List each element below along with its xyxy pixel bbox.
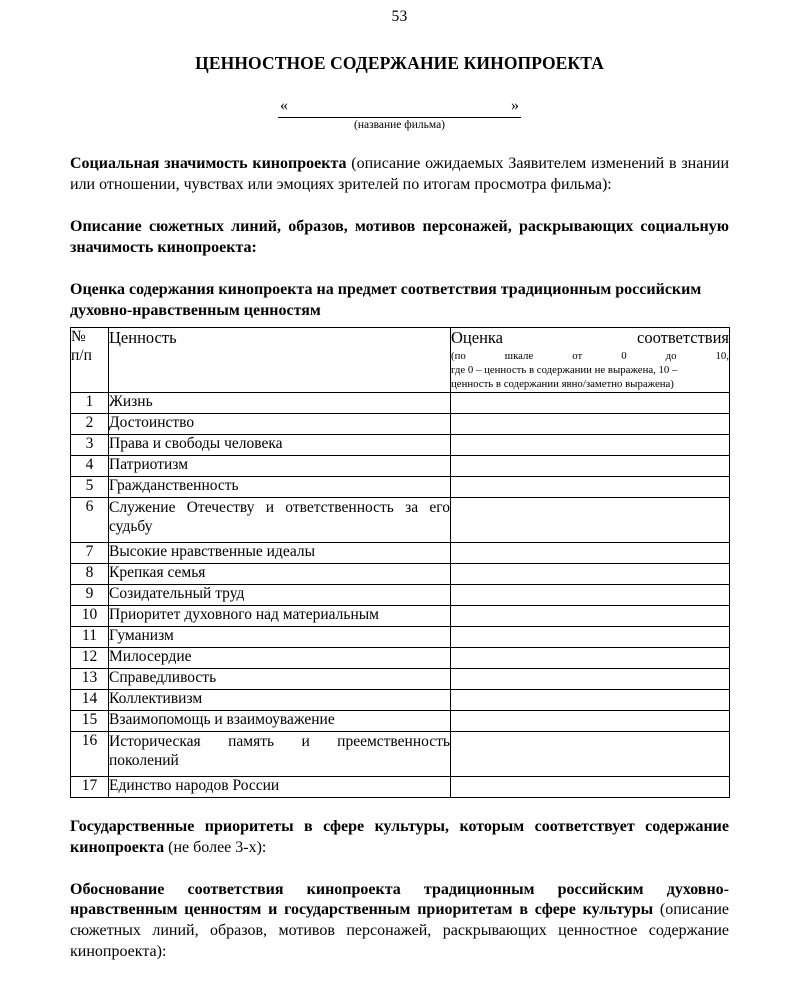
row-number: 9 xyxy=(71,584,109,605)
row-score-input[interactable] xyxy=(451,497,730,542)
open-quote: « xyxy=(280,97,288,114)
values-table-body xyxy=(71,392,730,797)
row-value-name: Достоинство xyxy=(109,413,451,434)
table-row xyxy=(71,413,730,434)
close-quote: » xyxy=(511,97,519,114)
table-header-row xyxy=(71,327,730,392)
column-header-score-note xyxy=(451,349,729,392)
row-number: 4 xyxy=(71,455,109,476)
score-note-part-0: (по xyxy=(451,349,466,362)
score-note-part-4: до xyxy=(665,349,677,362)
section-plot-description-heading: Описание сюжетных линий, образов, мотивов персонажей, раскрывающих социальную значимость кинопроекта: xyxy=(70,217,729,256)
row-value-name: Права и свободы человека xyxy=(109,434,451,455)
film-title-field[interactable] xyxy=(278,97,521,131)
row-number: 3 xyxy=(71,434,109,455)
section-social-significance-description: (описание ожидаемых Заявителем изменений в знании или отношении, чувствах или эмоциях зрителей по итогам просмотра фильма): xyxy=(70,155,730,193)
table-row xyxy=(71,776,730,797)
row-score-input[interactable] xyxy=(451,668,730,689)
table-row xyxy=(71,710,730,731)
film-title-field-wrap xyxy=(70,97,729,133)
row-score-input[interactable] xyxy=(451,476,730,497)
row-number: 1 xyxy=(71,392,109,413)
row-value-name: Патриотизм xyxy=(109,455,451,476)
row-score-input[interactable] xyxy=(451,776,730,797)
page-content xyxy=(70,0,729,963)
row-value-name: Единство народов России xyxy=(109,776,451,797)
section-social-significance-heading: Социальная значимость кинопроекта xyxy=(70,155,347,172)
column-header-score-word1: Оценка xyxy=(451,327,503,347)
score-note-part-5: 10, xyxy=(715,349,729,362)
column-header-value: Ценность xyxy=(109,327,451,392)
row-value-name: Жизнь xyxy=(109,392,451,413)
section-social-significance xyxy=(70,154,729,196)
row-value-name: Крепкая семья xyxy=(109,563,451,584)
section-justification-description: (описание сюжетных линий, образов, мотивов персонажей, раскрывающих ценностное содержание кинопроекта): xyxy=(70,901,729,961)
row-value-name: Взаимопомощь и взаимоуважение xyxy=(109,710,451,731)
row-value-name: Высокие нравственные идеалы xyxy=(109,542,451,563)
table-row xyxy=(71,689,730,710)
table-row xyxy=(71,563,730,584)
score-note-line1 xyxy=(451,349,729,363)
row-value-name: Гуманизм xyxy=(109,626,451,647)
row-number: 14 xyxy=(71,689,109,710)
table-row xyxy=(71,647,730,668)
score-note-part-2: от xyxy=(572,349,583,362)
section-state-priorities-description: (не более 3-х): xyxy=(164,838,267,856)
table-row xyxy=(71,626,730,647)
table-row xyxy=(71,434,730,455)
row-value-name: Коллективизм xyxy=(109,689,451,710)
row-value-name: Созидательный труд xyxy=(109,584,451,605)
column-header-score-word2: соответствия xyxy=(637,327,729,347)
values-assessment-table xyxy=(70,327,730,798)
row-score-input[interactable] xyxy=(451,563,730,584)
column-header-score-title xyxy=(451,328,729,348)
row-score-input[interactable] xyxy=(451,710,730,731)
column-header-score xyxy=(451,327,730,392)
document-title: ЦЕННОСТНОЕ СОДЕРЖАНИЕ КИНОПРОЕКТА xyxy=(195,53,604,73)
row-number: 7 xyxy=(71,542,109,563)
column-header-number-line1: № xyxy=(71,327,86,345)
table-row xyxy=(71,605,730,626)
table-row xyxy=(71,392,730,413)
row-score-input[interactable] xyxy=(451,626,730,647)
column-header-number-line2: п/п xyxy=(71,346,92,364)
row-score-input[interactable] xyxy=(451,455,730,476)
row-score-input[interactable] xyxy=(451,413,730,434)
row-score-input[interactable] xyxy=(451,584,730,605)
film-title-caption: (название фильма) xyxy=(353,119,446,131)
section-assessment-heading: Оценка содержания кинопроекта на предмет соответствия традиционным российским духовно-нравственным ценностям xyxy=(70,280,702,319)
table-row xyxy=(71,668,730,689)
row-value-name: Служение Отечеству и ответственность за его судьбу xyxy=(109,497,451,542)
row-number: 12 xyxy=(71,647,109,668)
row-score-input[interactable] xyxy=(451,434,730,455)
row-score-input[interactable] xyxy=(451,605,730,626)
row-number: 10 xyxy=(71,605,109,626)
row-score-input[interactable] xyxy=(451,542,730,563)
row-score-input[interactable] xyxy=(451,689,730,710)
row-value-name: Милосердие xyxy=(109,647,451,668)
row-number: 5 xyxy=(71,476,109,497)
section-state-priorities-heading: Государственные приоритеты в сфере культуры, которым соответствует содержание кинопроекта xyxy=(70,817,729,856)
row-value-name: Справедливость xyxy=(109,668,451,689)
section-plot-description xyxy=(70,217,729,259)
score-note-line2: где 0 – ценность в содержании не выражена, 10 – xyxy=(451,363,678,376)
table-row xyxy=(71,476,730,497)
table-row xyxy=(71,542,730,563)
table-row xyxy=(71,731,730,776)
score-note-line3: ценность в содержании явно/заметно выражена) xyxy=(451,378,674,391)
table-row xyxy=(71,455,730,476)
section-justification-heading: Обоснование соответствия кинопроекта традиционным российским духовно-нравственным ценностям и государственным приоритетам в сфере культуры xyxy=(70,880,729,919)
row-score-input[interactable] xyxy=(451,392,730,413)
row-value-name: Историческая память и преемственность поколений xyxy=(109,731,451,776)
score-note-part-3: 0 xyxy=(621,349,627,362)
row-number: 17 xyxy=(71,776,109,797)
table-row xyxy=(71,497,730,542)
row-number: 11 xyxy=(71,626,109,647)
row-number: 15 xyxy=(71,710,109,731)
section-state-priorities xyxy=(70,817,729,859)
score-note-part-1: шкале xyxy=(504,349,534,362)
section-justification xyxy=(70,880,729,964)
row-number: 6 xyxy=(71,497,109,542)
film-title-blank-rule[interactable] xyxy=(278,97,521,118)
row-value-name: Приоритет духовного над материальным xyxy=(109,605,451,626)
row-value-name: Гражданственность xyxy=(109,476,451,497)
row-score-input[interactable] xyxy=(451,647,730,668)
table-row xyxy=(71,584,730,605)
row-number: 16 xyxy=(71,731,109,776)
row-number: 2 xyxy=(71,413,109,434)
row-score-input[interactable] xyxy=(451,731,730,776)
page-number: 53 xyxy=(391,8,408,25)
column-header-number xyxy=(71,327,109,392)
row-number: 8 xyxy=(71,563,109,584)
row-number: 13 xyxy=(71,668,109,689)
